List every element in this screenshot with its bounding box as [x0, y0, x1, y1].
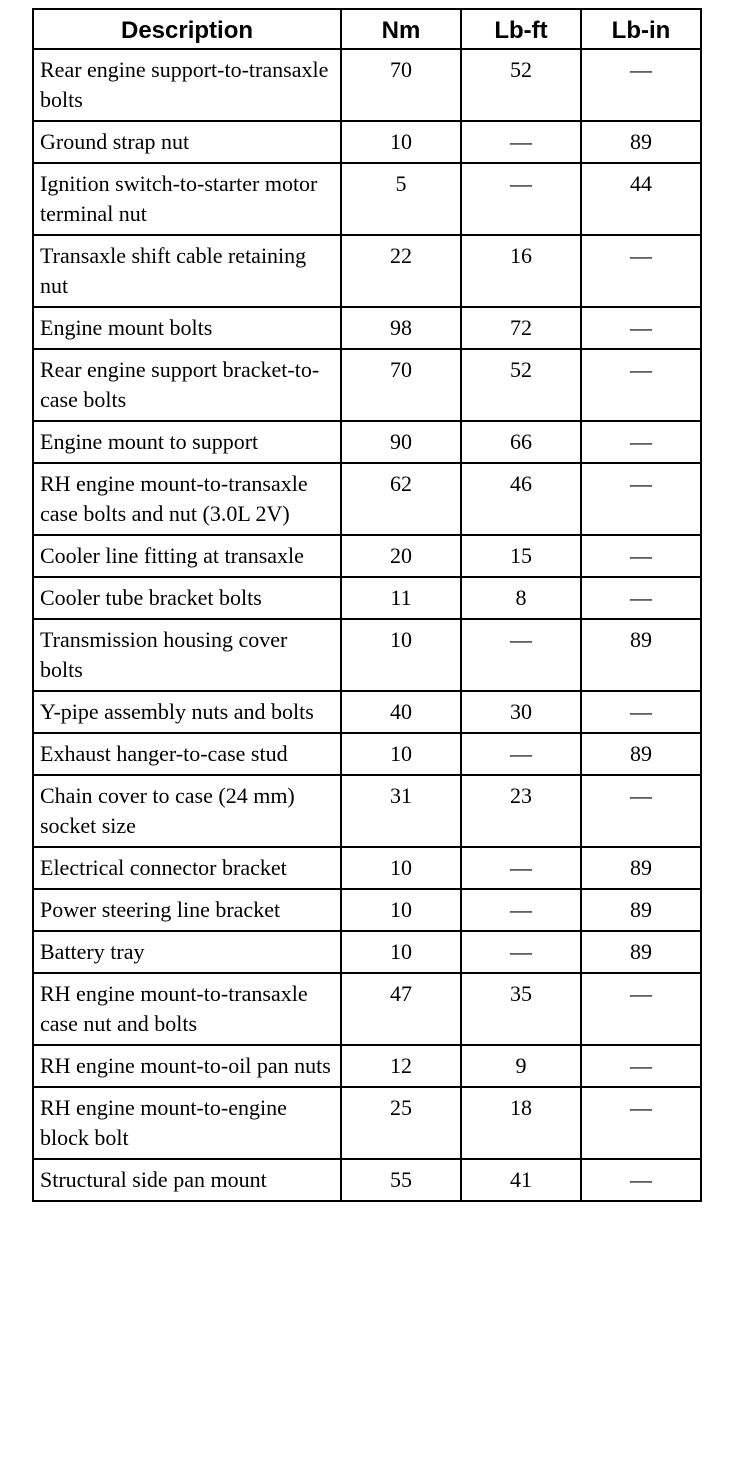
cell-description: Engine mount bolts — [33, 307, 341, 349]
cell-nm: 11 — [341, 577, 461, 619]
cell-lbft: 52 — [461, 49, 581, 121]
cell-nm: 10 — [341, 619, 461, 691]
cell-lbft: 46 — [461, 463, 581, 535]
cell-lbft: 9 — [461, 1045, 581, 1087]
cell-description: Cooler line fitting at transaxle — [33, 535, 341, 577]
cell-lbin: — — [581, 49, 701, 121]
cell-description: RH engine mount-to-oil pan nuts — [33, 1045, 341, 1087]
table-row — [33, 163, 701, 235]
cell-nm: 10 — [341, 733, 461, 775]
cell-nm: 98 — [341, 307, 461, 349]
cell-lbin: — — [581, 1087, 701, 1159]
table-row — [33, 691, 701, 733]
cell-nm: 70 — [341, 349, 461, 421]
table-row — [33, 307, 701, 349]
cell-description: RH engine mount-to-transaxle case bolts and nut (3.0L 2V) — [33, 463, 341, 535]
cell-description: Battery tray — [33, 931, 341, 973]
cell-description: Ignition switch-to-starter motor terminal nut — [33, 163, 341, 235]
table-row — [33, 733, 701, 775]
table-row — [33, 775, 701, 847]
cell-description: Ground strap nut — [33, 121, 341, 163]
header-lbft: Lb-ft — [461, 9, 581, 49]
table-row — [33, 463, 701, 535]
cell-lbin: — — [581, 577, 701, 619]
cell-lbin: 89 — [581, 931, 701, 973]
cell-lbft: — — [461, 163, 581, 235]
cell-description: Cooler tube bracket bolts — [33, 577, 341, 619]
cell-lbin: 89 — [581, 847, 701, 889]
torque-spec-sheet — [32, 8, 700, 1202]
cell-description: Y-pipe assembly nuts and bolts — [33, 691, 341, 733]
cell-lbft: 15 — [461, 535, 581, 577]
cell-lbft: — — [461, 889, 581, 931]
table-row — [33, 121, 701, 163]
cell-lbin: 89 — [581, 889, 701, 931]
cell-nm: 10 — [341, 847, 461, 889]
cell-nm: 12 — [341, 1045, 461, 1087]
torque-spec-table — [32, 8, 702, 1202]
cell-description: RH engine mount-to-engine block bolt — [33, 1087, 341, 1159]
table-row — [33, 49, 701, 121]
cell-lbft: — — [461, 733, 581, 775]
table-row — [33, 1087, 701, 1159]
table-row — [33, 1045, 701, 1087]
cell-description: Exhaust hanger-to-case stud — [33, 733, 341, 775]
cell-lbin: — — [581, 1159, 701, 1201]
cell-lbin: 89 — [581, 619, 701, 691]
cell-nm: 22 — [341, 235, 461, 307]
cell-nm: 90 — [341, 421, 461, 463]
cell-lbft: 30 — [461, 691, 581, 733]
cell-lbin: — — [581, 535, 701, 577]
cell-lbin: — — [581, 421, 701, 463]
table-row — [33, 535, 701, 577]
cell-lbft: — — [461, 931, 581, 973]
cell-lbft: 41 — [461, 1159, 581, 1201]
table-row — [33, 235, 701, 307]
cell-nm: 70 — [341, 49, 461, 121]
table-row — [33, 889, 701, 931]
cell-description: Transaxle shift cable retaining nut — [33, 235, 341, 307]
cell-lbin: — — [581, 235, 701, 307]
cell-lbin: — — [581, 775, 701, 847]
cell-lbft: — — [461, 121, 581, 163]
table-row — [33, 931, 701, 973]
cell-nm: 40 — [341, 691, 461, 733]
table-row — [33, 619, 701, 691]
cell-lbft: 8 — [461, 577, 581, 619]
table-row — [33, 421, 701, 463]
cell-lbin: 44 — [581, 163, 701, 235]
table-body — [33, 49, 701, 1201]
cell-description: Rear engine support-to-transaxle bolts — [33, 49, 341, 121]
cell-lbft: 16 — [461, 235, 581, 307]
cell-description: Rear engine support bracket-to-case bolts — [33, 349, 341, 421]
cell-description: Transmission housing cover bolts — [33, 619, 341, 691]
cell-description: Structural side pan mount — [33, 1159, 341, 1201]
cell-lbft: — — [461, 619, 581, 691]
cell-nm: 10 — [341, 121, 461, 163]
header-nm: Nm — [341, 9, 461, 49]
cell-nm: 5 — [341, 163, 461, 235]
table-row — [33, 1159, 701, 1201]
table-row — [33, 973, 701, 1045]
cell-nm: 31 — [341, 775, 461, 847]
cell-lbin: — — [581, 307, 701, 349]
cell-lbft: 66 — [461, 421, 581, 463]
header-row — [33, 9, 701, 49]
cell-nm: 25 — [341, 1087, 461, 1159]
table-header — [33, 9, 701, 49]
cell-description: Electrical connector bracket — [33, 847, 341, 889]
table-row — [33, 577, 701, 619]
table-row — [33, 847, 701, 889]
cell-lbft: 35 — [461, 973, 581, 1045]
cell-description: Chain cover to case (24 mm) socket size — [33, 775, 341, 847]
cell-lbft: 23 — [461, 775, 581, 847]
cell-description: Engine mount to support — [33, 421, 341, 463]
cell-lbin: — — [581, 691, 701, 733]
table-row — [33, 349, 701, 421]
cell-nm: 20 — [341, 535, 461, 577]
cell-lbin: — — [581, 463, 701, 535]
header-lbin: Lb-in — [581, 9, 701, 49]
cell-lbft: 52 — [461, 349, 581, 421]
cell-lbin: — — [581, 349, 701, 421]
cell-lbin: 89 — [581, 733, 701, 775]
cell-nm: 47 — [341, 973, 461, 1045]
cell-description: RH engine mount-to-transaxle case nut and bolts — [33, 973, 341, 1045]
cell-nm: 10 — [341, 931, 461, 973]
cell-nm: 55 — [341, 1159, 461, 1201]
cell-lbin: — — [581, 973, 701, 1045]
cell-description: Power steering line bracket — [33, 889, 341, 931]
cell-lbft: 72 — [461, 307, 581, 349]
cell-lbin: 89 — [581, 121, 701, 163]
cell-lbft: — — [461, 847, 581, 889]
cell-lbft: 18 — [461, 1087, 581, 1159]
header-description: Description — [33, 9, 341, 49]
cell-nm: 62 — [341, 463, 461, 535]
cell-lbin: — — [581, 1045, 701, 1087]
cell-nm: 10 — [341, 889, 461, 931]
